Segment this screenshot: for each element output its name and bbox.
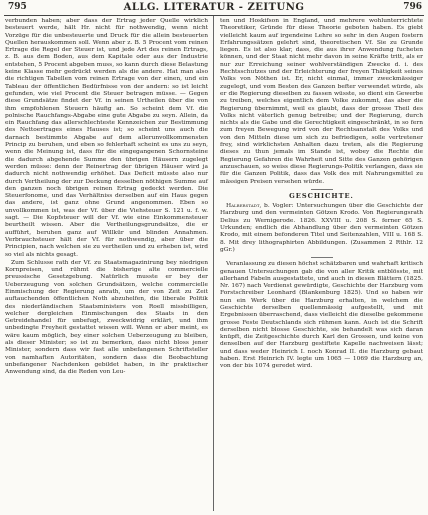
right-paragraph-1: ten und Hoskifson in England, und mehrere wohlunterrichtete Theoretiker, Gründe für diese Theorie geboten haben. Es giebt vielleicht kaum auf irgendeine Lehre so sehr in den Augen fostern Erfahrungssätzen gelehrt sind, theoretischen Vf. Sie zu Grunde liegen. Es ist also klar, dass, die aus ihrer Anwendung fucheten können, und der Staat nicht mehr davon in seine Kräfte tritt, als er nur zur Erreichung seiner wohlverständigen Zwecke d. i. des Rechtsschutzes und der Erleichterung der freyen Thätigkeit seines Volks von Nöthen ist. Er, nicht einmal, immer zweckmässiger zugelegt, und vom Besten des Ganzen befter verwendet würde, als er die Regierung dieselben zu fassen wüsste, so dient ein Gewerbe zu treiben, welches eigentlich dem Volke zukommt, das aber die Regierung übernimmt, weil es glaubt, dass der grosse Theil des Volks nicht väterlich genug betreibe; und der Regierung, durch nichts als die Gabe und die Gerechtigkeit eingeschränkt, in so fern zum freyen Bewegung wird von der Rechtsanstalt des Volks und von den Mitteln diese um sich zu befriedigen, solle vertretener frey, sind wirklichsten Anhalten dazu treten, als die Regierung dieses zu thun jemals im Stande ist, wobey die Rechte die Regierung Gefahren die Wahrheit und Sitte des Ganzen gehörigen anzuschauen, so weiss diese Regierungs-Politik verlangen, dass sie für die Ganzen Politik, dass das Volk des mit Nahrungsmittel zu mässigen Preisen versehen würde.	[220, 18, 423, 185]
entry-place: Halberstadt,	[226, 203, 262, 210]
column-divider	[213, 16, 214, 511]
header-rule	[4, 15, 424, 16]
right-column	[220, 18, 423, 372]
page-header	[4, 2, 424, 16]
left-paragraph-1: verbunden haben; aber dass der Ertrag jeder Quelle wirklich besteuert werde, hält Hr. nicht für nothwendig, wenn nicht Vorzüge für die unbesteuerte und Druck für die allein besteuerten Quellen herauskommen soll. Wenn aber z. B. 5 Procent vom reinen Ertrage die Regel der Steuer ist, und jede Art des reinen Ertrags, z. B. aus dem Boden, aus dem Kapitale oder aus der Industrie entstehen, 5 Procent abgeben muss, so kann durch diese Belastung keine Klasse mehr gedrückt werden als die andere. Hat man also die richtigen Tabellen vom reinen Ertrage von der einen, und ein Tableau der öffentlichen Bedürfnisse von der andern: so ist leicht gefunden, wie viel Procent die Steuer betragen müsse. — Gegen diese Grundsätze findet der Vf. in seinen Urtheilen über die von ihm empfohlenen Steuern häufig an. So scheint dem Vf. die polnische Rauchfangs-Abgabe eine gute Abgabe zu seyn. Allein, da ein Rauchfang das allerschlechteste Kennzeichen zur Bestimmung des Nettoertrages eines Hauses ist; so scheint uns auch die darnach bestimmte Abgabe auf dem allerunvollkommensten Princip zu beruhen, und eben so fehlerhaft scheint es uns zu seyn, wenn die Meinung ist, dass für die eingegangenen Schornsteine die dadurch abgehende Summe den übrigen Häusern zugelegt werden müsse: denn der Reinertrag der übrigen Häuser wird ja dadurch nicht nothwendig erhöhet. Das Deficit müsste also nur durch Vertheilung der zur Deckung desselben nöthigen Summe auf den ganzen noch übrigen reinen Ertrag gedeckt werden. Die Steuerfonome, und das Verhältniss derselben auf ein Haus gegen das andere, ist ganz ohne Grund angenommen. Eben so unvollkommen ist, was der Vf. über die Viehsteuer S. 121 u. f. w. sagt. — Die Kopfsteuer will der Vf. wie eine Einkommensteuer beurtheilt wissen. Aber die Vertheilungsgrundsätze, die er aufführt, beruhen ganz auf Willkür und blinden Annahmen. Verbrauchsteuer hält der Vf. für nothwendig, aber über die Principien, nach welchen sie zu vertheilen und zu erheben ist, wird so viel als nichts gesagt.	[5, 18, 208, 258]
left-paragraph-2: Zum Schlusse rath der Vf. zu Staatsmagazinirung bey niedrigen Kornpreisen, und rühmt die bisherige alte commercielle preussische Gesetzgebung. Natürlich musste er bey der Ueberzeugung von solchen Grundsätzen, welche commercielle Einmischung der Regierung anrath, um der von Zeit zu Zeit auftauchenden öffentlichen Noth abzuhelfen, die liberale Politik des niederländischen Staatsministers von Roell missbilligen, welcher dergleichen Einmischungen des Staats in den Getreidehandel für unbefugt, zweckwidrig erklärt, und ihm unbedingte Freyheit gestattet wissen will. Wenn er aber meint, es wäre kaum möglich, bey einer solchen Ueberzeugung zu bleiben, als dieser Minister; so ist zu bemerken, dass nicht bloss jener Minister, sondern dass wir fast alle unbefangenen Schriftsteller von namhaften Autoritäten, sondern dass die Beobachtung unbefangener Nachdenken gebildet haben, in ihr praktischer Anwendung sind, da die Reden von Leu-	[5, 259, 208, 376]
review-body: Veranlassung zu diesen höchst schätzbaren und wahrhaft kritisch genauen Untersuchungen gab die von aller Kritik entblösste, mit allerhand Fabeln ausgestattete, und auch in diesen Blättern (1825. Nr. 167) nach Verdienst gewürdigte, Geschichte der Harzburg vom Forstschreiber Leonhard (Blankenburg 1825). Und so haben wir nun ein Werk über die Harzburg erhalten, in welchem die Geschichte derselben quellenmässig aufgestellt, und mit Ergebnissen überraschend, dass vielleicht die dieselbe gekommene grosse Feste Deutschlands sich rühmen kann. Auch ist die Schrift derselben nicht blosse Geschichte, sie behandelt was sich daran knüpft, die Zeitgeschichte durch Karl den Grossen, und keine von denselben auf der Harzburg gestiftete Kapelle nachweisen lässt; und dass weder Heinrich I. noch Konrad II. die Harzburg gebaut haben. Erst Heinrich IV. legte um 1065 — 1069 die Harzburg an, von der bis 1074 geredet wird.	[220, 261, 423, 370]
running-title: ALLG. LITERATUR - ZEITUNG	[123, 2, 305, 13]
entry-separator	[311, 257, 333, 258]
page-number-right: 796	[403, 2, 422, 12]
left-column	[5, 18, 208, 378]
section-heading: GESCHICHTE.	[289, 191, 354, 200]
review-entry	[220, 203, 423, 254]
entry-title: b. Vogler: Untersuchungen über die Geschichte der Harzburg und den vermeinten Götzen Krodo. Von Regierungsrath Delius zu Wernigerode. 1826. XXVIII u. 208 S. ferner 65 S. Urkunden; endlich die Abhandlung über den vermeinten Götzen Krodo, mit einem befonderen Titel und Seitenzahlen, VIII u. 168 S. 8. Mit drey lithographirten Abbildungen. (Zusammen 2 Rthlr. 12 gGr.)	[220, 203, 423, 253]
page-number-left: 795	[8, 2, 27, 12]
section-separator	[311, 189, 333, 190]
